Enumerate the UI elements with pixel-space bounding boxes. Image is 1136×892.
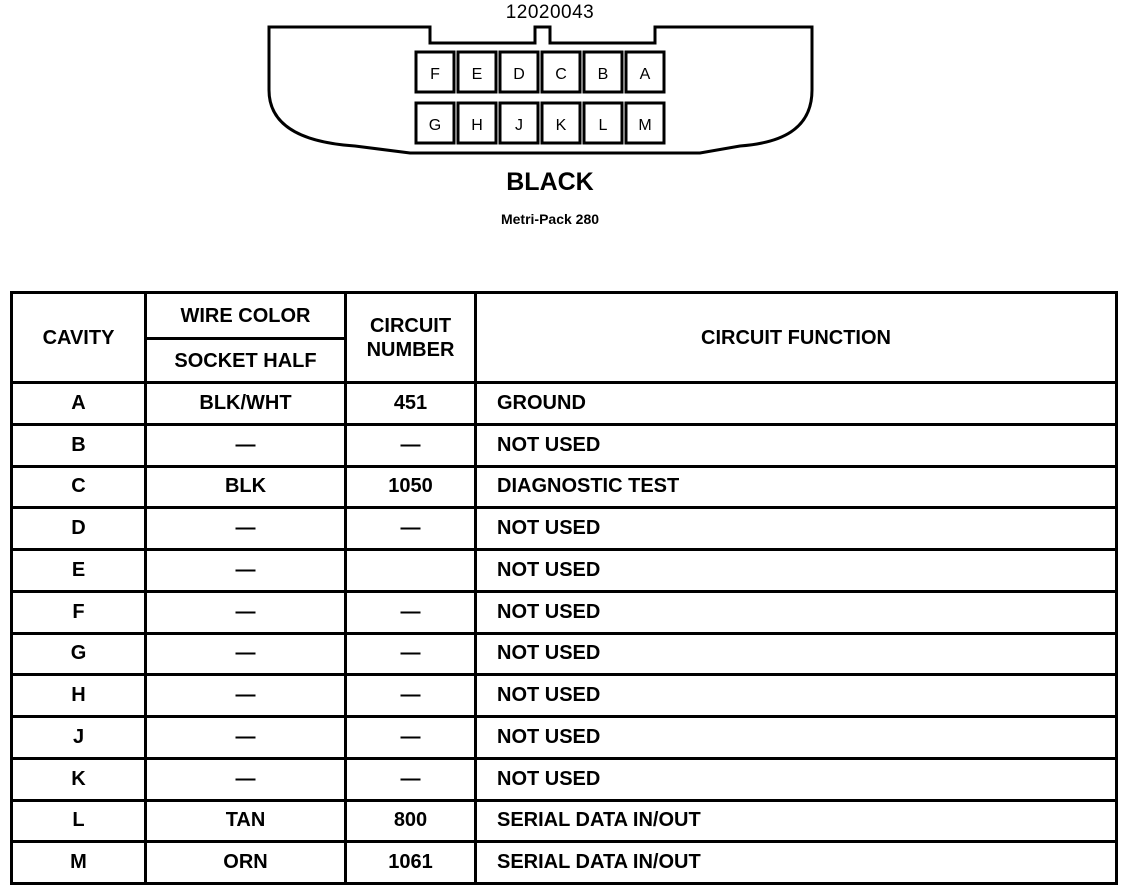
table-row	[12, 424, 1117, 466]
cell-circuit-number: 800	[346, 800, 476, 842]
cell-cavity: B	[12, 424, 146, 466]
cell-wire-color: —	[146, 550, 346, 592]
connector-pin-label: H	[471, 117, 483, 134]
cell-circuit-function: SERIAL DATA IN/OUT	[476, 842, 1117, 884]
cell-wire-color: —	[146, 633, 346, 675]
connector-pin-label: F	[430, 66, 440, 83]
cell-wire-color: —	[146, 758, 346, 800]
connector-top-row	[416, 52, 664, 92]
cell-cavity: J	[12, 717, 146, 759]
cell-circuit-function: NOT USED	[476, 633, 1117, 675]
connector-pin-label: B	[597, 66, 609, 83]
pinout-table	[10, 291, 1118, 885]
cell-wire-color: BLK/WHT	[146, 383, 346, 425]
cell-circuit-number: 451	[346, 383, 476, 425]
cell-cavity: M	[12, 842, 146, 884]
connector-bottom-row	[416, 103, 664, 143]
table-row	[12, 758, 1117, 800]
cell-wire-color: —	[146, 424, 346, 466]
connector-pin-label: A	[639, 66, 651, 83]
header-circuit-function: CIRCUIT FUNCTION	[476, 293, 1117, 383]
cell-circuit-function: NOT USED	[476, 508, 1117, 550]
connector-series-label: Metri-Pack 280	[500, 211, 600, 227]
cell-wire-color: TAN	[146, 800, 346, 842]
cell-circuit-function: SERIAL DATA IN/OUT	[476, 800, 1117, 842]
cell-cavity: L	[12, 800, 146, 842]
table-row	[12, 383, 1117, 425]
cell-circuit-number: —	[346, 633, 476, 675]
cell-wire-color: BLK	[146, 466, 346, 508]
cell-circuit-function: GROUND	[476, 383, 1117, 425]
connector-color-label: BLACK	[506, 168, 594, 196]
cell-circuit-number: —	[346, 591, 476, 633]
connector-pin-label: D	[513, 66, 525, 83]
connector-pin-label: J	[515, 117, 523, 134]
header-circuit-number: CIRCUIT NUMBER	[346, 293, 476, 383]
connector-diagram	[0, 0, 1136, 240]
cell-cavity: E	[12, 550, 146, 592]
cell-circuit-number: 1050	[346, 466, 476, 508]
connector-pin-label: G	[428, 117, 442, 134]
header-socket-half: SOCKET HALF	[146, 339, 346, 383]
cell-cavity: A	[12, 383, 146, 425]
cell-cavity: D	[12, 508, 146, 550]
table-row	[12, 466, 1117, 508]
cell-circuit-function: NOT USED	[476, 424, 1117, 466]
cell-circuit-function: NOT USED	[476, 550, 1117, 592]
cell-circuit-function: NOT USED	[476, 591, 1117, 633]
cell-wire-color: ORN	[146, 842, 346, 884]
table-row	[12, 800, 1117, 842]
cell-circuit-function: NOT USED	[476, 675, 1117, 717]
cell-circuit-function: NOT USED	[476, 717, 1117, 759]
table-row	[12, 591, 1117, 633]
table-row	[12, 842, 1117, 884]
connector-part-number: 12020043	[505, 2, 595, 23]
cell-circuit-number: 1061	[346, 842, 476, 884]
table-row	[12, 717, 1117, 759]
connector-pin-label: K	[555, 117, 567, 134]
cell-circuit-number: —	[346, 508, 476, 550]
header-cavity: CAVITY	[12, 293, 146, 383]
connector-pin-label: L	[598, 117, 608, 134]
table-row	[12, 508, 1117, 550]
cell-cavity: G	[12, 633, 146, 675]
cell-circuit-number: —	[346, 424, 476, 466]
table-row	[12, 633, 1117, 675]
header-wire-color: WIRE COLOR	[146, 293, 346, 339]
cell-cavity: K	[12, 758, 146, 800]
cell-circuit-function: DIAGNOSTIC TEST	[476, 466, 1117, 508]
cell-cavity: H	[12, 675, 146, 717]
cell-wire-color: —	[146, 675, 346, 717]
cell-circuit-function: NOT USED	[476, 758, 1117, 800]
connector-pin-label: E	[471, 66, 483, 83]
table-row	[12, 550, 1117, 592]
cell-circuit-number	[346, 550, 476, 592]
connector-pin-label: C	[555, 66, 567, 83]
cell-wire-color: —	[146, 717, 346, 759]
cell-cavity: C	[12, 466, 146, 508]
table-row	[12, 675, 1117, 717]
cell-circuit-number: —	[346, 717, 476, 759]
cell-circuit-number: —	[346, 675, 476, 717]
cell-wire-color: —	[146, 508, 346, 550]
cell-cavity: F	[12, 591, 146, 633]
cell-circuit-number: —	[346, 758, 476, 800]
cell-wire-color: —	[146, 591, 346, 633]
connector-pin-label: M	[638, 117, 652, 134]
